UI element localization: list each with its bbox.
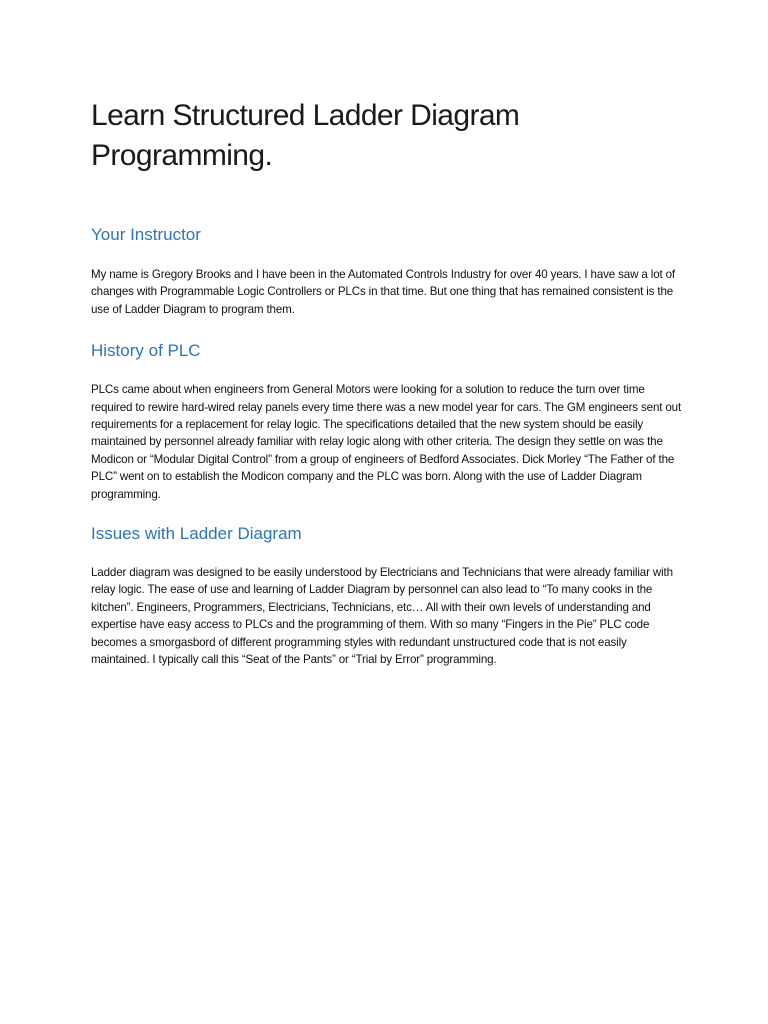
section-heading-your-instructor: Your Instructor [91, 225, 201, 244]
section-heading-issues-with-ladder-diagram: Issues with Ladder Diagram [91, 524, 302, 544]
section-body-your-instructor: My name is Gregory Brooks and I have been in the Automated Controls Industry for over 40 years. I have saw a lot of changes with Programmable Logic Controllers or PLCs in that time. But one thing that has remained consistent is the use of Ladder Diagram to program them. [91, 268, 676, 316]
section-body-issues-with-ladder-diagram: Ladder diagram was designed to be easily understood by Electricians and Technicians that were already familiar with relay logic. The ease of use and learning of Ladder Diagram by personnel can also lead to “To many cooks in the kitchen”. Engineers, Programmers, Electricians, Technicians, etc… All with their own levels of understanding and expertise have easy access to PLCs and the programming of them. With so many “Fingers in the Pie” PLC code becomes a smorgasbord of different programming styles with redundant unstructured code that is not easily maintained. I typically call this “Seat of the Pants” or “Trial by Error” programming. [91, 566, 673, 667]
page-title: Learn Structured Ladder Diagram Programming. [91, 99, 520, 172]
section-heading-history-of-plc: History of PLC [91, 341, 201, 361]
section-body-history-of-plc: PLCs came about when engineers from General Motors were looking for a solution to reduce the turn over time required to rewire hard-wired relay panels every time there was a new model year for cars. The GM engineers sent out requirements for a replacement for relay logic. The specifications detailed that the new system should be easily maintained by personnel already familiar with relay logic along with other criteria. The design they settle on was the Modicon or “Modular Digital Control” from a group of engineers of Bedford Associates. Dick Morley “The Father of the PLC” went on to establish the Modicon company and the PLC was born. Along with the use of Ladder Diagram programming. [91, 383, 682, 501]
document-content [91, 96, 683, 669]
